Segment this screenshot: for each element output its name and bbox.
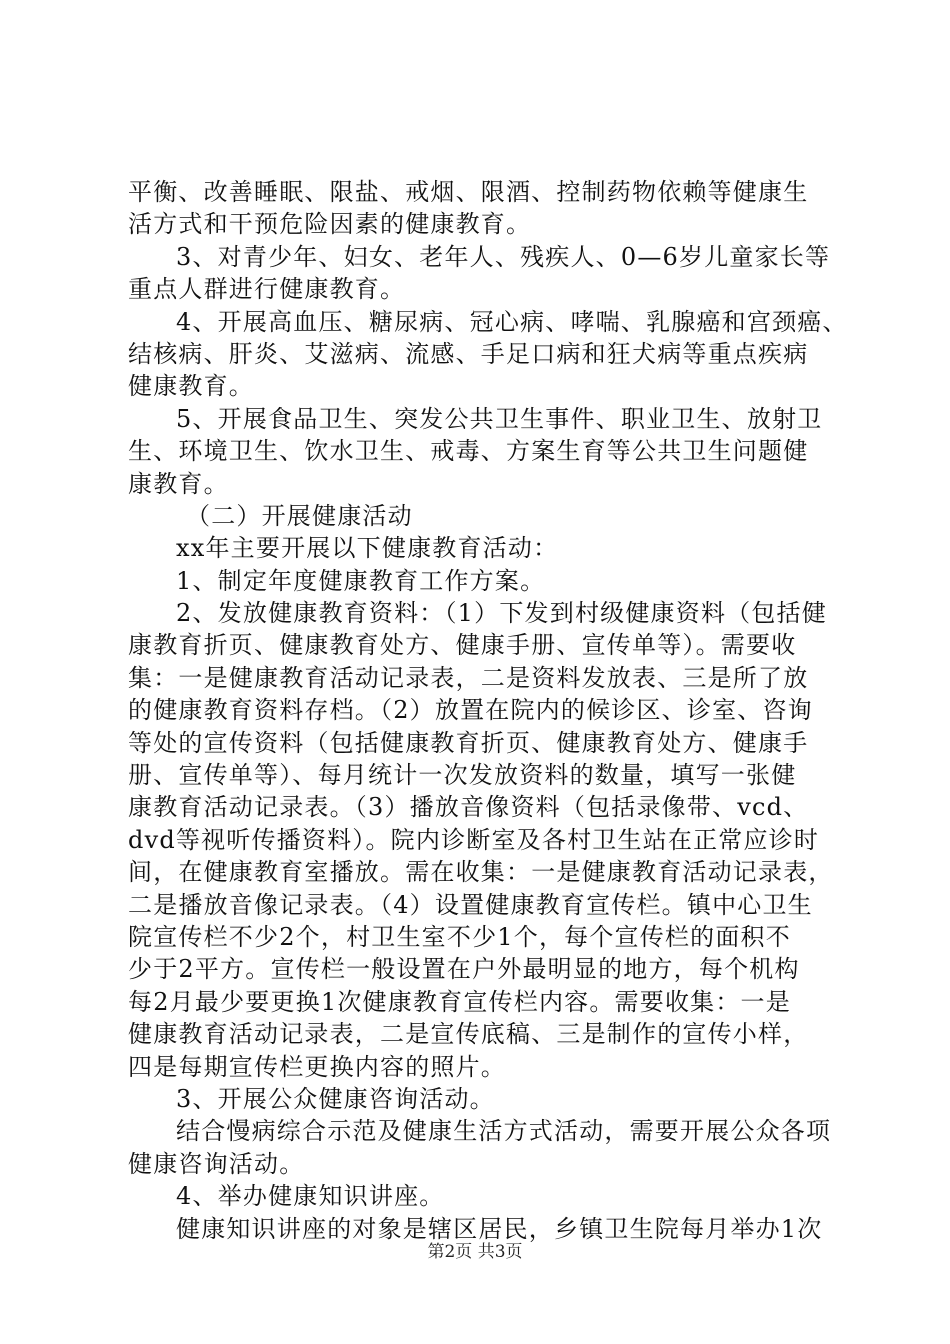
text-line: 健康教育活动记录表，二是宣传底稿、三是制作的宣传小样， xyxy=(128,1020,809,1049)
text-line: 平衡、改善睡眠、限盐、戒烟、限酒、控制药物依赖等健康生 xyxy=(128,178,809,206)
paragraph-start: 健康知识讲座的对象是辖区居民，乡镇卫生院每月举办1次 xyxy=(176,1214,823,1243)
activity-item-2: 2、发放健康教育资料：（1）下发到村级健康资料（包括健 xyxy=(176,599,827,628)
text-line: 等处的宣传资料（包括健康教育折页、健康教育处方、健康手 xyxy=(128,728,809,757)
text-line: 的健康教育资料存档。（2）放置在院内的候诊区、诊室、咨询 xyxy=(128,696,813,725)
activity-item-1: 1、制定年度健康教育工作方案。 xyxy=(176,566,546,595)
list-item-4: 4、开展高血压、糖尿病、冠心病、哮喘、乳腺癌和宫颈癌、 xyxy=(176,307,848,336)
text-line: 院宣传栏不少2个，村卫生室不少1个，每个宣传栏的面积不 xyxy=(128,922,791,951)
text-line: 二是播放音像记录表。（4）设置健康教育宣传栏。镇中心卫生 xyxy=(128,890,813,919)
text-line: 结核病、肝炎、艾滋病、流感、手足口病和狂犬病等重点疾病 xyxy=(128,339,809,368)
list-item-3: 3、对青少年、妇女、老年人、残疾人、0—6岁儿童家长等 xyxy=(176,242,831,271)
text-line: 活方式和干预危险因素的健康教育。 xyxy=(128,210,532,239)
list-item-5: 5、开展食品卫生、突发公共卫生事件、职业卫生、放射卫 xyxy=(176,404,823,433)
text-line: 健康教育。 xyxy=(128,372,254,401)
text-line: 康教育。 xyxy=(128,469,229,498)
text-line: 册、宣传单等）、每月统计一次发放资料的数量，填写一张健 xyxy=(128,761,797,790)
page-number-footer: 第2页 共3页 xyxy=(427,1242,523,1262)
activity-item-4: 4、举办健康知识讲座。 xyxy=(176,1182,445,1211)
text-line: 健康咨询活动。 xyxy=(128,1149,305,1178)
text-line: dvd等视听传播资料）。院内诊断室及各村卫生站在正常应诊时 xyxy=(128,825,820,854)
text-line: 生、环境卫生、饮水卫生、戒毒、方案生育等公共卫生问题健 xyxy=(128,437,809,466)
document-body xyxy=(128,176,848,1245)
text-line: 少于2平方。宣传栏一般设置在户外最明显的地方，每个机构 xyxy=(128,955,800,984)
text-line: 康教育折页、健康教育处方、健康手册、宣传单等）。需要收 xyxy=(128,631,797,660)
text-line: 间，在健康教育室播放。需在收集：一是健康教育活动记录表， xyxy=(128,858,834,887)
paragraph-intro: xx年主要开展以下健康教育活动： xyxy=(176,534,559,563)
text-line: 四是每期宣传栏更换内容的照片。 xyxy=(128,1052,506,1081)
text-line: 重点人群进行健康教育。 xyxy=(128,275,406,304)
text-line: 康教育活动记录表。（3）播放音像资料（包括录像带、vcd、 xyxy=(128,793,809,822)
paragraph-start: 结合慢病综合示范及健康生活方式活动，需要开展公众各项 xyxy=(176,1117,832,1146)
text-line: 集：一是健康教育活动记录表，二是资料发放表、三是所了放 xyxy=(128,663,809,692)
text-line: 每2月最少要更换1次健康教育宣传栏内容。需要收集：一是 xyxy=(128,987,791,1016)
section-heading: （二）开展健康活动 xyxy=(186,501,413,530)
activity-item-3: 3、开展公众健康咨询活动。 xyxy=(176,1084,495,1113)
